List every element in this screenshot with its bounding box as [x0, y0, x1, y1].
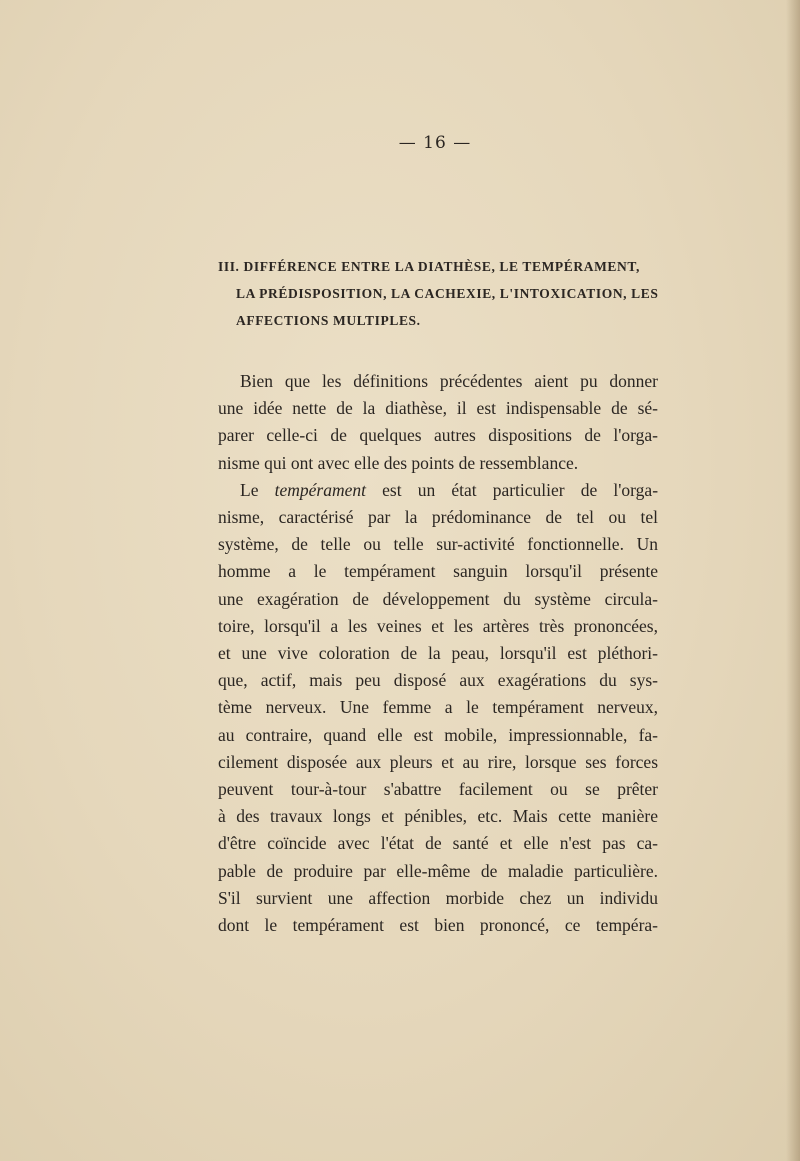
- heading-line: LA PRÉDISPOSITION, LA CACHEXIE, L'INTOXICATION, LES: [236, 286, 659, 301]
- text-line: nisme qui ont avec elle des points de ressemblance.: [218, 452, 579, 473]
- text-line: peuvent tour-à-tour s'abattre facilement ou se prêter: [218, 779, 658, 800]
- page-edge-shadow: [786, 0, 800, 1161]
- text-run: est un état particulier de l'orga-: [382, 479, 659, 500]
- section-heading: [218, 253, 658, 334]
- text-line: nisme, caractérisé par la prédominance de tel ou tel: [218, 507, 658, 528]
- heading-line: AFFECTIONS MULTIPLES.: [236, 313, 421, 328]
- text-line: et une vive coloration de la peau, lorsqu'il est pléthori-: [218, 643, 658, 664]
- text-line: dont le tempérament est bien prononcé, ce tempéra-: [218, 915, 658, 936]
- text-line: cilement disposée aux pleurs et au rire, lorsque ses forces: [218, 751, 658, 772]
- body-paragraphs: [218, 368, 658, 939]
- text-line: parer celle-ci de quelques autres dispositions de l'orga-: [218, 425, 658, 446]
- text-line: homme a le tempérament sanguin lorsqu'il présente: [218, 561, 658, 582]
- text-line: que, actif, mais peu disposé aux exagérations du sys-: [218, 670, 658, 691]
- page-number: — 16 —: [398, 133, 472, 153]
- text-line: tème nerveux. Une femme a le tempérament nerveux,: [218, 697, 658, 718]
- heading-line: III. DIFFÉRENCE ENTRE LA DIATHÈSE, LE TEMPÉRAMENT,: [218, 259, 640, 274]
- text-line: d'être coïncide avec l'état de santé et elle n'est pas ca-: [218, 833, 658, 854]
- text-line: à des travaux longs et pénibles, etc. Mais cette manière: [218, 806, 658, 827]
- text-line: [218, 477, 658, 504]
- text-line: S'il survient une affection morbide chez un individu: [218, 887, 658, 908]
- text-line: au contraire, quand elle est mobile, impressionnable, fa-: [218, 724, 658, 745]
- text-line: Bien que les définitions précédentes aient pu donner: [240, 371, 658, 391]
- emphasized-term: tempérament: [274, 479, 366, 500]
- text-run: Le: [240, 479, 259, 500]
- text-line: une exagération de développement du système circula-: [218, 588, 658, 609]
- text-line: pable de produire par elle-même de maladie particulière.: [218, 860, 658, 881]
- text-line: système, de telle ou telle sur-activité fonctionnelle. Un: [218, 534, 658, 555]
- text-line: une idée nette de la diathèse, il est indispensable de sé-: [218, 398, 658, 419]
- text-line: toire, lorsqu'il a les veines et les artères très prononcées,: [218, 615, 658, 636]
